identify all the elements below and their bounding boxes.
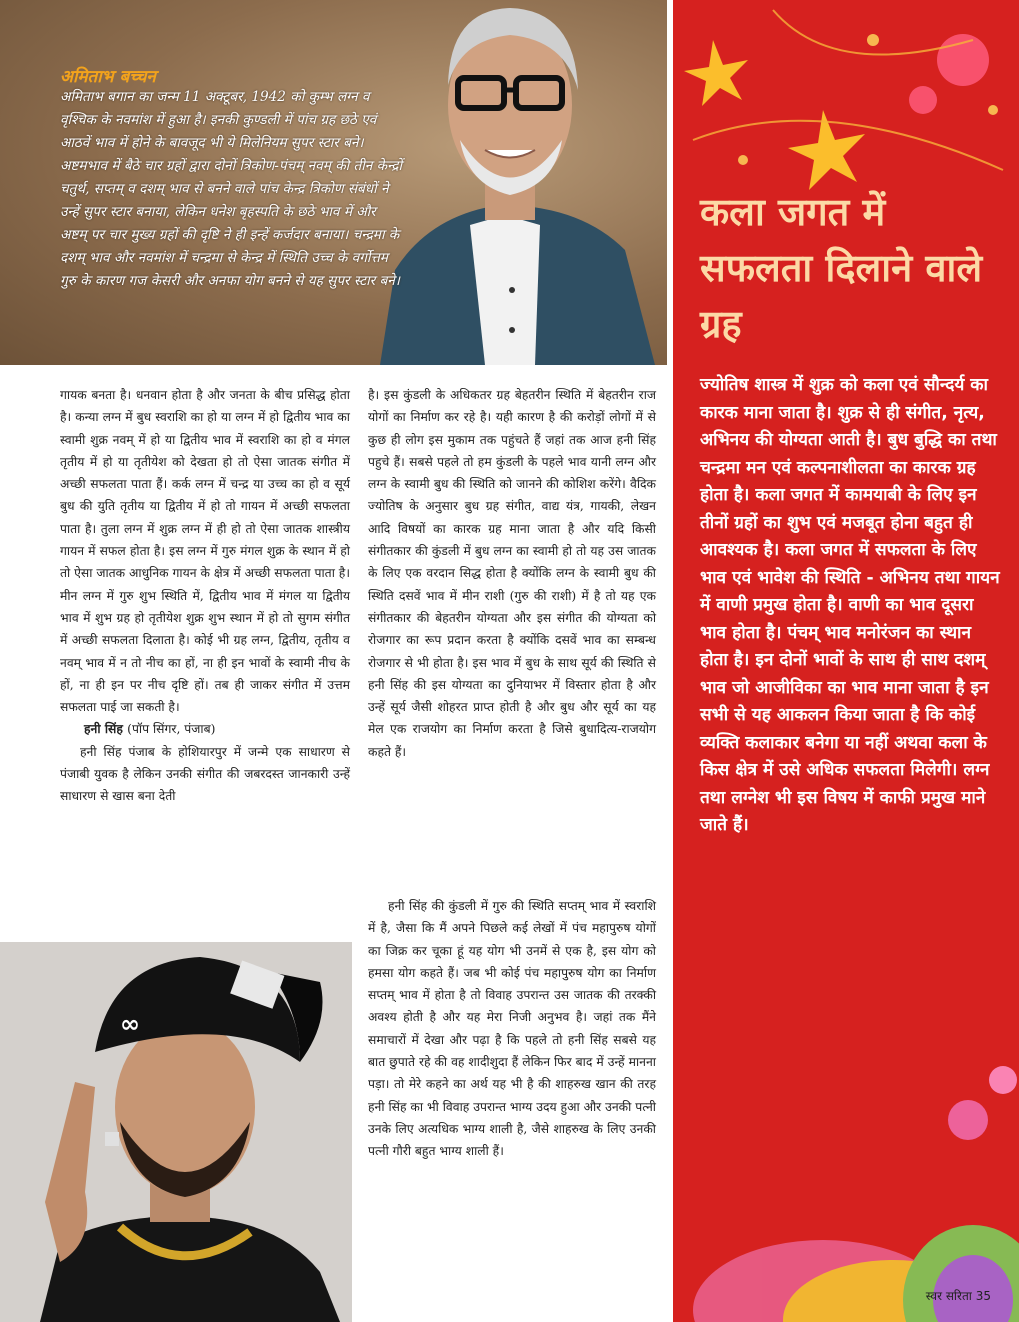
honey-singh-portrait-illustration bbox=[0, 942, 352, 1322]
subheading-name: हनी सिंह bbox=[84, 721, 123, 737]
amitabh-caption: अमिताभ बगान का जन्म 11 अक्टूबर, 1942 को कुम्भ लग्न व वृश्चिक के नवमांश में हुआ है। इनकी कुण्डली में पांच ग्रह छठे एवं आठवें भाव में होने के बावजूद भी ये मिलेनियम सुपर स्टार बने। अष्टमभाव में बैठे चार ग्रहों द्वारा दोनों त्रिकोण-पंचम् नवम् की तीन केन्द्रों चतुर्थ, सप्तम् व दशम् भाव से बनने वाले पांच केन्द्र त्रिकोण संबंधों ने उन्हें सुपर स्टार बनाया, लेकिन धनेश बृहस्पति के छठे भाव में और अष्टम् पर चार मुख्य ग्रहों की दृष्टि ने ही इन्हें कर्जदार बनाया। चन्द्रमा के दशम् भाव और नवमांश में चन्द्रमा से केन्द्र में स्थिति उच्च के वर्गोत्तम गुरु के कारण गज केसरी और अनफा योग बनने से यह सुपर स्टार बने। bbox=[60, 89, 403, 289]
amitabh-name: अमिताभ बच्चन bbox=[60, 67, 156, 87]
column2-paragraph-1: है। इस कुंडली के अधिकतर ग्रह बेहतरीन स्थिति में बेहतरीन राज योगों का निर्माण कर रहे है। यही कारण है की करोड़ों लोगों में से कुछ ही लोग इस मुकाम तक पहुंचते हैं जहां तक आज हनी सिंह पहुचे हैं। सबसे पहले तो हम कुंडली के पहले भाव यानी लग्न और लग्न के स्वामी बुध की स्थिति को जानने की कोशिश करेंगे। वैदिक ज्योतिष के अनुसार बुध ग्रह संगीत, वाद्य यंत्र, गायकी, लेखन आदि विषयों का कारक ग्रह माना जाता है और यदि किसी संगीतकार की कुंडली में बुध लग्न का स्वामी हो तो यह उस जातक के लिए एक वरदान सिद्ध होता है क्योंकि लग्न के स्वामी बुध की स्थिति दसवें भाव में मीन राशी (गुरु की राशी) में है तो यह एक संगीतकार की बेहतरीन योग्यता और इस संगीत की योग्यता को रोजगार का रूप प्रदान करता है क्योंकि दसवें भाव का सम्बन्ध रोजगार से भी होता है। इस भाव में बुध के साथ सूर्य की स्थिति से हनी सिंह की इस योग्यता का दुनियाभर में विस्तार होता है और उन्हें सूर्य जैसी शोहरत प्राप्त होती है और बुध और सूर्य का यह मेल एक राजयोग का निर्माण करता है जिसे बुधादित्य-राजयोग कहते हैं। bbox=[368, 388, 656, 759]
page-footer bbox=[926, 1287, 991, 1304]
column1-paragraph-2: हनी सिंह पंजाब के होशियारपुर में जन्मे एक साधारण से पंजाबी युवक है लेकिन उनकी संगीत की जबरदस्त जानकारी उन्हें साधारण से खास बना देती bbox=[60, 744, 350, 804]
panel-heading: कला जगत में सफलता दिलाने वाले ग्रह bbox=[700, 190, 983, 346]
magazine-name: स्वर सरिता bbox=[925, 1289, 972, 1303]
svg-text:∞: ∞ bbox=[120, 1010, 140, 1038]
honey-singh-subheading bbox=[60, 718, 350, 740]
panel-body-text: ज्योतिष शास्त्र में शुक्र को कला एवं सौन्दर्य का कारक माना जाता है। शुक्र से ही संगीत, नृत्य, अभिनय की योग्यता आती है। बुध बुद्धि का तथा चन्द्रमा मन एवं कल्पनाशीलता का कारक ग्रह होता है। कला जगत में कामयाबी के लिए इन तीनों ग्रहों का शुभ एवं मजबूत होना बहुत ही आवश्यक है। कला जगत में सफलता के लिए भाव एवं भावेश की स्थिति - अभिनय तथा गायन में वाणी प्रमुख होता है। वाणी का भाव दूसरा भाव होता है। पंचम् भाव मनोरंजन का स्थान होता है। इन दोनों भावों के साथ ही साथ दशम् भाव जो आजीविका का भाव माना जाता है इन सभी से यह आकलन किया जाता है कि कोई व्यक्ति कलाकार बनेगा या नहीं अथवा कला के किस क्षेत्र में उसे अधिक सफलता मिलेगी। लग्न तथा लग्नेश भी इस विषय में काफी प्रमुख माने जाते हैं। bbox=[700, 375, 1000, 835]
article-column-2 bbox=[368, 384, 656, 763]
article-column-2-lower bbox=[368, 895, 656, 1163]
honey-singh-photo bbox=[0, 942, 352, 1322]
column1-paragraph-1: गायक बनता है। धनवान होता है और जनता के बीच प्रसिद्ध होता है। कन्या लग्न में बुध स्वराशि का हो या लग्न में हो द्वितीय भाव का स्वामी शुक्र नवम् में हो या द्वितीय भाव में स्वराशि का हो व मंगल तृतीय में हो या तृतीयेश को देखता हो तो ऐसा जातक संगीत में अच्छी सफलता पाता हैं। कर्क लग्न में चन्द्र या उच्च का हो व सूर्य बुध की युति तृतीय या द्वितीय में हो तो गायन में अच्छी सफलता पाता है। तुला लग्न में शुक्र लग्न में ही हो तो ऐसा जातक शास्त्रीय गायन में सफल होता है। इस लग्न में गुरु मंगल शुक्र के स्थान में हो तो ऐसा जातक आधुनिक गायन के क्षेत्र में अच्छी सफलता पाता है। मीन लग्न में गुरु शुभ स्थिति में, द्वितीय भाव में मंगल या द्वितीय भाव में शुभ ग्रह हो तृतीयेश शुक्र शुभ स्थान में हो तो सुगम संगीत में अच्छी सफलता दिलाता है। कोई भी ग्रह लग्न, द्वितीय, तृतीय व नवम् भाव में न तो नीच का हों, ना ही इन भावों के स्वामी नीच के हों, ना ही इन पर नीच दृष्टि हों। तब ही जाकर संगीत में उत्तम सफलता पाई जा सकती है। bbox=[60, 388, 350, 715]
article-column-1 bbox=[60, 384, 350, 808]
page-number: 35 bbox=[975, 1289, 991, 1303]
column2-paragraph-2: हनी सिंह की कुंडली में गुरु की स्थिति सप्तम् भाव में स्वराशि में है, जैसा कि मैं अपने पिछले कई लेखों में पंच महापुरुष योगों का जिक्र कर चूका हूं यह योग भी उनमें से एक है, इस योग को हमसा योग कहते हैं। जब भी कोई पंच महापुरुष योग का निर्माण सप्तम् भाव में होता है तो विवाह उपरान्त उस जातक की तरक्की अवश्य होती है और यह मेरा निजी अनुभव है। जहां तक मैंने समाचारों में देखा और पढ़ा है कि पहले तो हनी सिंह सबसे यह बात छुपाते रहे की वह शादीशुदा हैं लेकिन फिर बाद में उन्हें मानना पड़ा। तो मेरे कहने का अर्थ यह भी है की शाहरुख खान की तरह हनी सिंह का भी विवाह उपरान्त भाग्य उदय हुआ और उनकी पत्नी उनके लिए अत्यधिक भाग्य शाली है, जैसे शाहरुख के लिए उनकी पत्नी गौरी बहुत भाग्य शाली हैं। bbox=[368, 899, 656, 1159]
side-panel bbox=[673, 0, 1019, 1322]
amitabh-photo bbox=[0, 0, 667, 365]
subheading-note: (पॉप सिंगर, पंजाब) bbox=[127, 722, 216, 737]
